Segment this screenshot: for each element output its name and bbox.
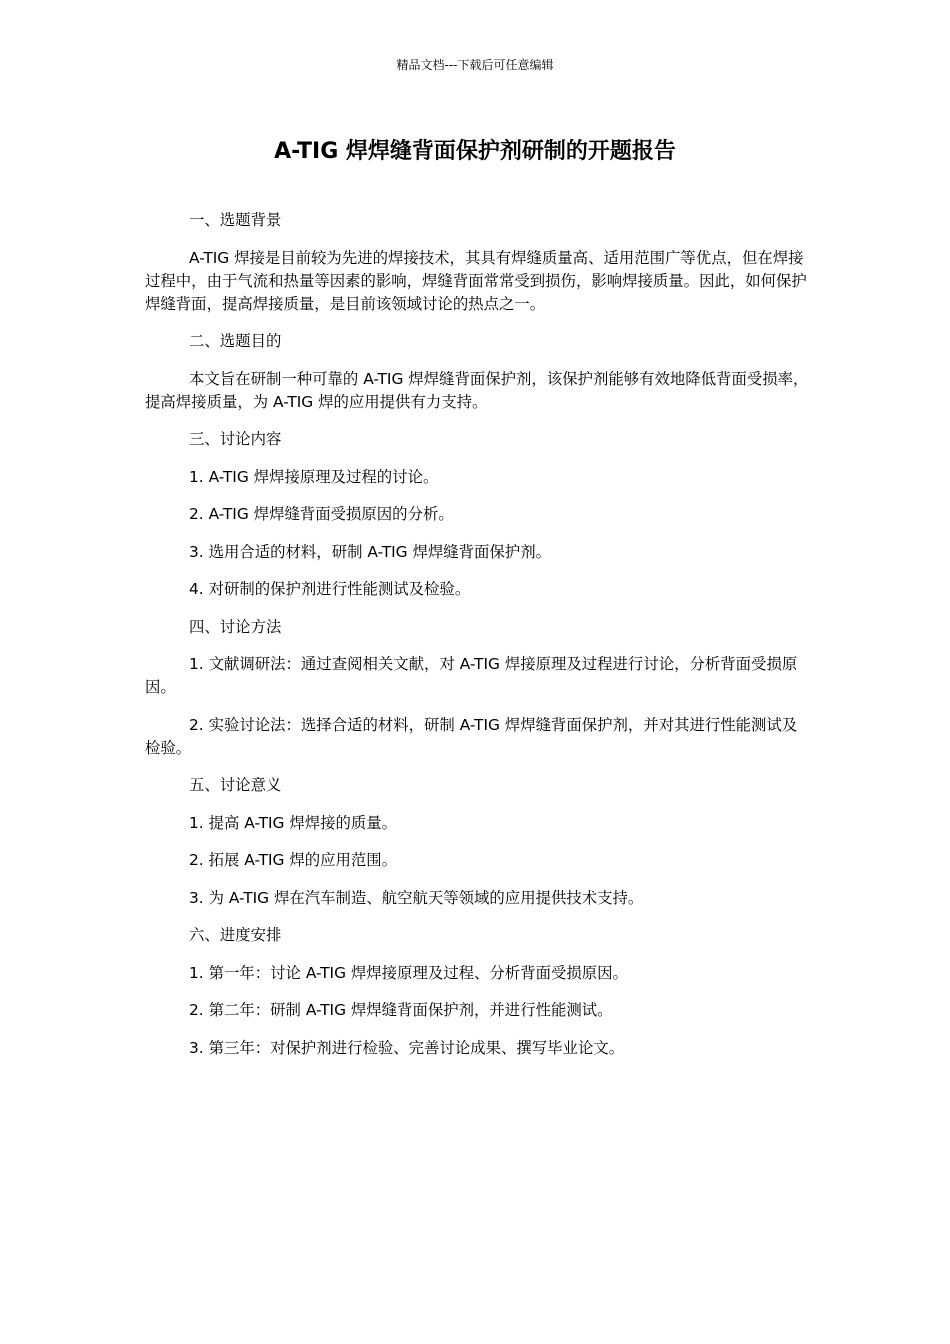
list-item: 2. 第二年：研制 A-TIG 焊焊缝背面保护剂，并进行性能测试。 bbox=[189, 1001, 613, 1019]
document-title: A-TIG 焊焊缝背面保护剂研制的开题报告 bbox=[274, 139, 676, 164]
list-item: 1. 第一年：讨论 A-TIG 焊焊接原理及过程、分析背面受损原因。 bbox=[189, 963, 628, 982]
section-heading-significance: 五、讨论意义 bbox=[189, 776, 282, 794]
list-item: 2. 实验讨论法：选择合适的材料，研制 A-TIG 焊焊缝背面保护剂，并对其进行性能测试及检验。 bbox=[145, 715, 798, 757]
list-item: 3. 为 A-TIG 焊在汽车制造、航空航天等领域的应用提供技术支持。 bbox=[189, 888, 644, 907]
list-item: 2. A-TIG 焊焊缝背面受损原因的分析。 bbox=[189, 505, 454, 523]
section-heading-schedule: 六、进度安排 bbox=[189, 926, 282, 944]
list-item: 1. A-TIG 焊焊接原理及过程的讨论。 bbox=[189, 467, 439, 486]
header-note: 精品文档---下载后可任意编辑 bbox=[396, 58, 554, 72]
list-item: 3. 选用合适的材料，研制 A-TIG 焊焊缝背面保护剂。 bbox=[189, 542, 551, 561]
list-item: 1. 文献调研法：通过查阅相关文献，对 A-TIG 焊接原理及过程进行讨论，分析背面受损原因。 bbox=[145, 655, 798, 696]
section-heading-content: 三、讨论内容 bbox=[189, 430, 282, 448]
document-body bbox=[145, 209, 810, 1074]
section-heading-purpose: 二、选题目的 bbox=[189, 332, 282, 350]
list-item: 3. 第三年：对保护剂进行检验、完善讨论成果、撰写毕业论文。 bbox=[189, 1038, 625, 1057]
section-heading-background: 一、选题背景 bbox=[189, 211, 282, 229]
paragraph-purpose: 本文旨在研制一种可靠的 A-TIG 焊焊缝背面保护剂，该保护剂能够有效地降低背面受损率，提高焊接质量，为 A-TIG 焊的应用提供有力支持。 bbox=[145, 369, 809, 411]
paragraph-background: A-TIG 焊接是目前较为先进的焊接技术，其具有焊缝质量高、适用范围广等优点，但在焊接过程中，由于气流和热量等因素的影响，焊缝背面常常受到损伤，影响焊接质量。因此，如何保护焊缝背面，提高焊接质量，是目前该领域讨论的热点之一。 bbox=[145, 248, 807, 313]
list-item: 2. 拓展 A-TIG 焊的应用范围。 bbox=[189, 851, 398, 869]
list-item: 1. 提高 A-TIG 焊焊接的质量。 bbox=[189, 813, 398, 832]
section-heading-methods: 四、讨论方法 bbox=[189, 617, 282, 636]
list-item: 4. 对研制的保护剂进行性能测试及检验。 bbox=[189, 580, 471, 598]
